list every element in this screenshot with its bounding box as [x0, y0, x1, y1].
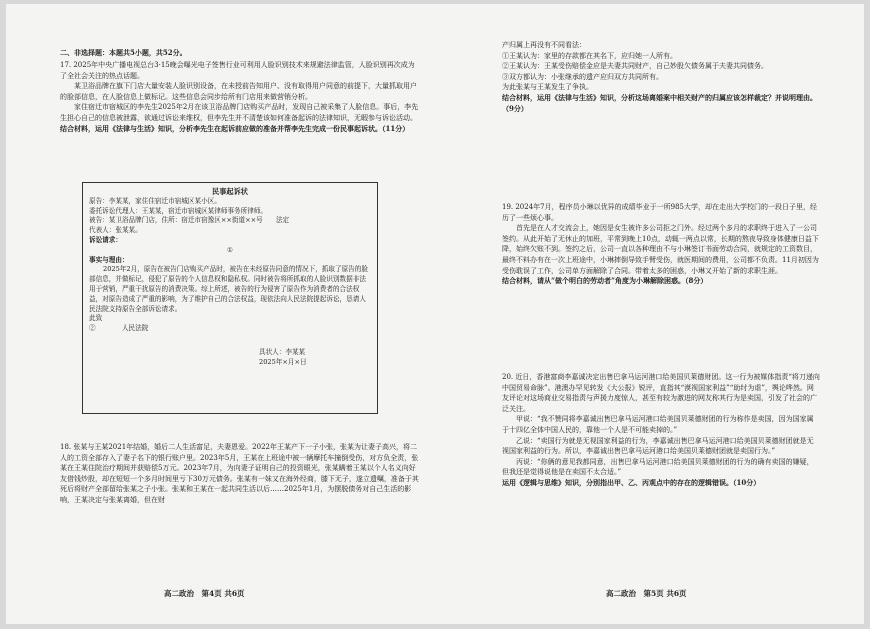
q17-task: 结合材料，运用《法律与生活》知识，分析李先生在起诉前应做的准备并帮李先生完成一份民事起诉状。（11分） — [60, 123, 410, 133]
q17-text-3: 某卫浴品牌在旗下门店大量安装人脸识别设备，在未授前告知用户、没有取得用户同意的前提下，大量抓取用户的脸部信息，在人脸信息上做标记。这些信息会同步给所有门店用来做营销分析。 — [60, 82, 417, 101]
section-heading: 二、非选择题：本题共5小题，共52分。 — [60, 48, 187, 57]
representative-line: 代表人：张某某。 — [89, 226, 142, 235]
left-footer: 高二政治 第4页 共6页 — [164, 589, 245, 598]
q17-text-1: 17. 2025年中央广播电视总台3·15晚会曝光电子签售行业可利用人脸识别技术来规避法律监管，人脸识别再次成为了全社会关注的热点话题。 — [60, 61, 415, 80]
claims-heading: 诉讼请求： — [89, 235, 122, 244]
complaint-title: 民事起诉状 — [212, 187, 248, 196]
plaintiff-line: 原告：李某某，家住住宿迁市宿城区某小区。 — [89, 196, 221, 205]
civil-complaint-box — [82, 182, 378, 414]
defendant-line: 被告：某卫浴品牌门店，住所：宿迁市宿豫区××街道××号 法定 — [89, 216, 290, 225]
date: 2025年×月×日 — [259, 357, 307, 366]
cizhi: 此致 — [89, 314, 103, 323]
question-18 — [60, 442, 420, 506]
question-17 — [60, 60, 420, 134]
question-19: 19. 2024年7月，程序员小琳以优异的成绩毕业于一所985大学，却在走出大学校门的一段日子里，经历了一些烦心事。 首先是在人才交流会上，她因是女生被许多公司拒之门外。经过两个多月的求职终于进入了一公司签约。从此开始了无休止的加班，平常到晚上10点，动辄一两点以常，长期的熬夜导致身体健康日益下降，始终欠账不到。签约之后，公司一直以各种理由不与小琳签订书面劳动合同，就规定的工资数目，最终不料办有在一次上班途中，小琳摔倒导致手臂受伤，就医期间的费用，公司都不负责。11月初因为受伤耽误了工作，公司单方面解除了合同。带着太多的困惑，小琳又开始了新的求职生涯。 结合材料，请从“做个明白的劳动者”角度为小琳解除困惑。（8分） — [502, 203, 819, 286]
question-20: 20. 近日，香港富商李嘉诚决定出售巴拿马运河港口给美国贝莱德财团。这一行为被媒体指责“将刀递向中国贸易命脉”。港澳办罕见转发《大公报》锐评，直指其“漠视国家利益”“助纣为虐”，舆论哗然。网友评论对这场商业交易指责与声援力度惊人，甚至有较为激进的网友称其行为是卖国，引发了社会的广泛关注。 甲说：“我不赞同将李嘉诚出售巴拿马运河港口给美国贝莱德财团的行为称作是卖国，因为国家属于十四亿全体中国人民的，靠他一个人是不可能卖掉的。” 乙说：“卖国行为就是无视国家利益的行为，李嘉诚出售巴拿马运河港口给美国贝莱德财团就是无视国家利益的行为。所以，李嘉诚出售巴拿马运河港口给美国贝莱德财团就是卖国行为。” 丙说：“你俩的意见我都同意，出售巴拿马运河港口给美国贝莱德财团的行为的确有卖国的嫌疑，但我还是觉得说他是在卖国不太合适。” 运用《逻辑与思维》知识，分别指出甲、乙、丙观点中的存在的逻辑错误。（10分） — [502, 373, 820, 487]
agent-line: 委托诉讼代理人：王某某，宿迁市宿城区某律师事务所律师。 — [89, 206, 268, 215]
blank-1: ① — [227, 245, 233, 254]
question-18-continued: 产归属上再没有不同看法： ①王某认为：家里的存款都在其名下，应归她一人所有。 ②王某认为：王某受伤赔偿金应是夫妻共同财产，自己妙股欠债务属于夫妻共同债务。 ③双方都认为：小张继承的遗产应归双方共同所有。 为此张某与王某发生了争执。 结合材料，运用《法律与生活》知识，分析这场离婚案中相关财产的归属应该怎样裁定？并说明理由。（9分） — [502, 41, 817, 113]
q18-text: 18. 张某与王某2021年结婚，婚后二人生活富足，夫妻恩爱。2022年王某产下一子小张，张某为让妻子高兴，将二人的工资全部存入了妻子名下的银行账户里。2023年5月，王某在上班途中被一辆摩托车撞倒受伤，对方负全责，张某在王某住院治疗期间并获赔偿5万元。2023年7月，为向妻子证明自己的投资眼光，张某瞒着王某以个人名义向好友借钱炒股，却在短短一个多月时间里亏下30万元债务。张某有一妹又在海外经商，膝下无子，遂立遗嘱，准备于其死后将财产全部留给张某之子小张。张某和王某在一起共同生活以后……2025年1月，为摆脱债务对自己生活的影响，王某决定与张某离婚，但在财 — [60, 443, 419, 504]
q17-text-4: 家住宿迁市宿城区的李先生2025年2月在该卫浴品牌门店购买产品时，发现自己被采集了人脸信息。事后，李先生担心自己的信息被泄露，欲通过诉讼来维权，但李先生并不清楚该如何准备起诉的法律知识，无暇参与诉讼活动。 — [60, 103, 419, 122]
exam-sheet — [6, 4, 864, 624]
facts-heading: 事实与理由： — [89, 255, 129, 264]
court-line: ② 人民法院 — [89, 324, 149, 333]
right-footer: 高二政治 第5页 共6页 — [606, 589, 687, 598]
facts-text: 2025年2月，原告在被告门店购买产品时，被告在未经原告同意的情况下，抓取了原告的脸部信息，并做标记，侵犯了原告的个人信息权和隐私权。同时被告将所抓取的人脸识别数据非法用于营销，严重干扰原告的消费决策。综上所述，被告的行为侵害了原告作为消费者的合法权益，对原告造成了严重的影响，为了维护自己的合法权益，现依法向人民法院提起诉讼，恳请人民法院支持原告全部诉讼请求。 — [89, 265, 368, 313]
signer: 具状人：李某某 — [259, 347, 306, 356]
